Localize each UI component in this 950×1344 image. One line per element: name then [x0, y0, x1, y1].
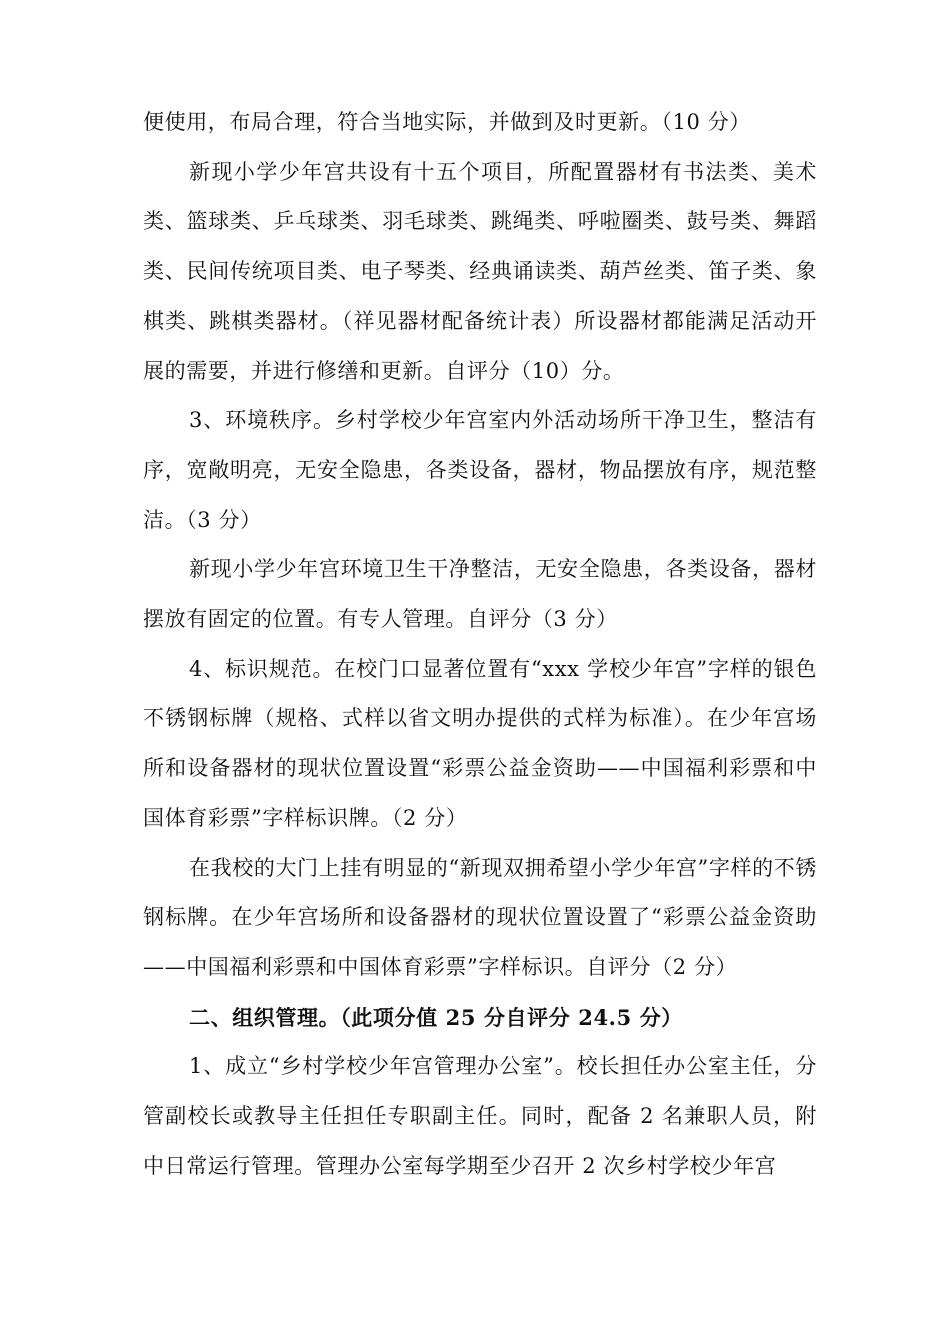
paragraph-signage-self-evaluation: 在我校的大门上挂有明显的“新现双拥希望小学少年宫”字样的不锈钢标牌。在少年宫场所和设备器材的现状位置设置了“彩票公益金资助——中国福利彩票和中国体育彩票”字样标识。自评分（2 分） — [143, 855, 817, 979]
paragraph-environment-order: 3、环境秩序。乡村学校少年宫室内外活动场所干净卫生，整洁有序，宽敞明亮，无安全隐患，各类设备，器材，物品摆放有序，规范整洁。（3 分） — [143, 408, 817, 532]
section-heading-organization: 二、组织管理。（此项分值 25 分自评分 24.5 分） — [189, 1004, 683, 1030]
paragraph-signage-standard: 4、标识规范。在校门口显著位置有“xxx 学校少年宫”字样的银色不锈钢标牌（规格、式样以省文明办提供的式样为标准）。在少年宫场所和设备器材的现状位置设置“彩票公益金资助——中国福利彩票和中国体育彩票”字样标识牌。（2 分） — [143, 656, 817, 830]
paragraph-environment-self-evaluation: 新现小学少年宫环境卫生干净整洁，无安全隐患，各类设备，器材摆放有固定的位置。有专人管理。自评分（3 分） — [143, 557, 817, 632]
paragraph-equipment-self-evaluation: 新现小学少年宫共设有十五个项目，所配置器材有书法类、美术类、篮球类、乒乓球类、羽毛球类、跳绳类、呼啦圈类、鼓号类、舞蹈类、民间传统项目类、电子琴类、经典诵读类、葫芦丝类、笛子类、象棋类、跳棋类器材。（祥见器材配备统计表）所设器材都能满足活动开展的需要，并进行修缮和更新。自评分（10）分。 — [143, 159, 817, 383]
paragraph-equipment-update: 便使用，布局合理，符合当地实际，并做到及时更新。（10 分） — [143, 110, 751, 134]
paragraph-management-office: 1、成立“乡村学校少年宫管理办公室”。校长担任办公室主任，分管副校长或教导主任担任专职副主任。同时，配备 2 名兼职人员，附中日常运行管理。管理办公室每学期至少召开 2 次乡村学校少年宫 — [143, 1054, 817, 1178]
document-body — [143, 98, 817, 1191]
